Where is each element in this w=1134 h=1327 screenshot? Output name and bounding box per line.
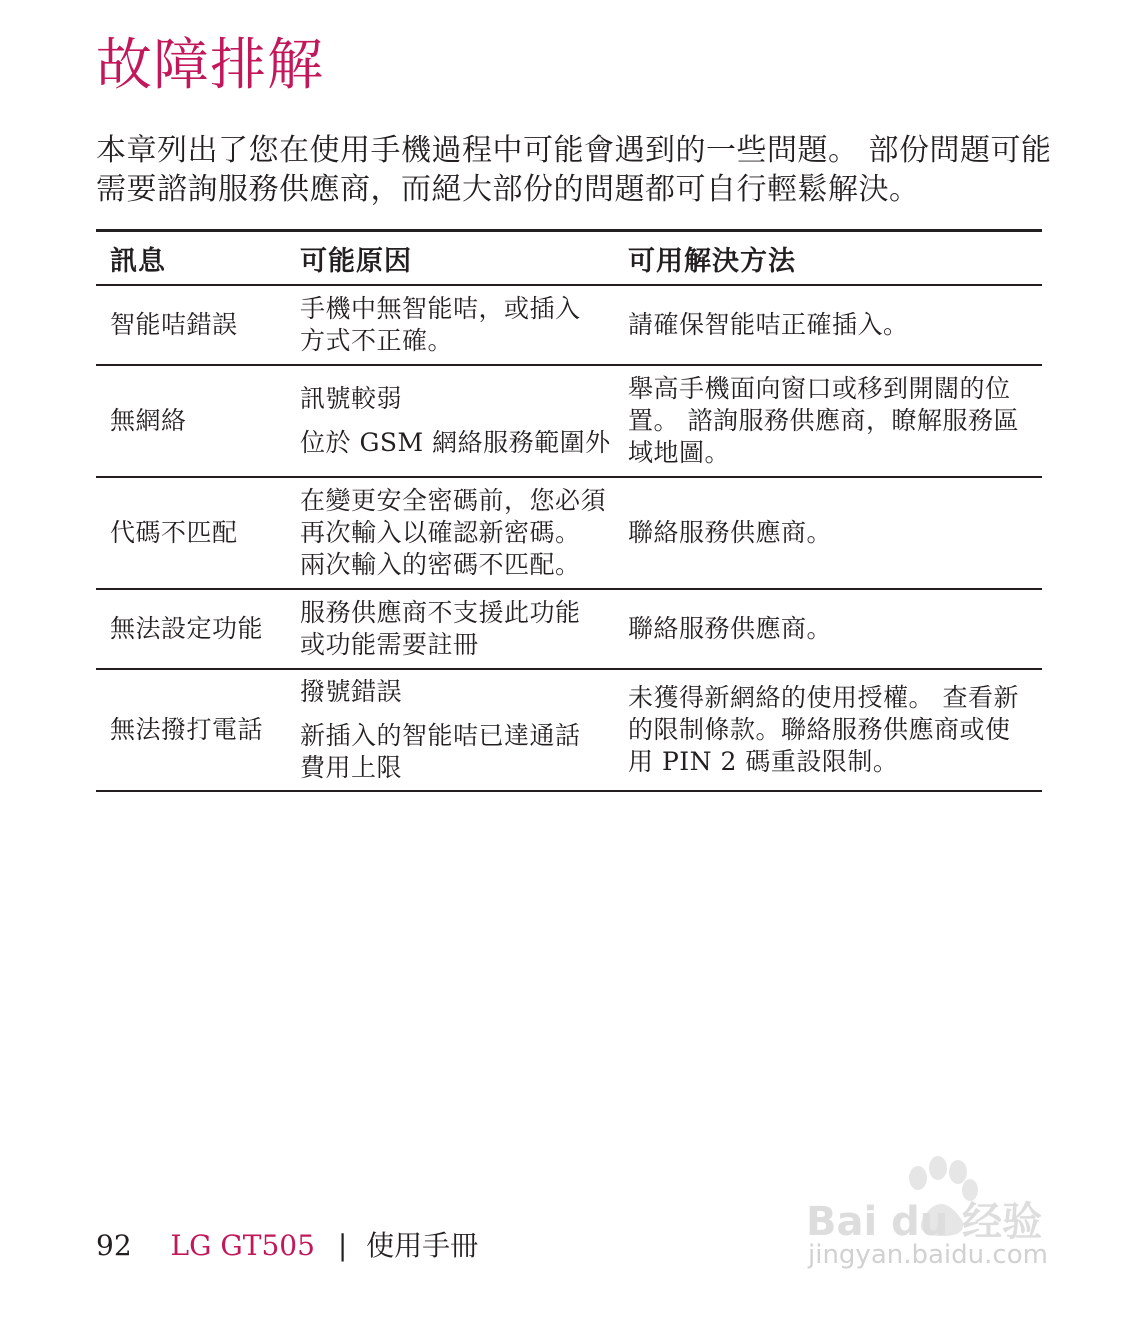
row-solution — [616, 365, 1042, 477]
page-footer — [96, 1226, 478, 1266]
header-possible-cause: 可能原因 — [300, 245, 412, 277]
row-solution — [616, 669, 1042, 791]
table-row — [96, 365, 1042, 477]
table-header-row — [96, 231, 1042, 286]
baidu-watermark — [800, 1150, 1080, 1290]
solution-line: 的限制條款。聯絡服務供應商或使 — [628, 715, 1011, 744]
row-message: 無法設定功能 — [110, 614, 264, 643]
row-solution — [616, 589, 1042, 669]
paragraph-gap — [300, 415, 616, 427]
solution-line: 域地圖。 — [628, 438, 731, 467]
table-row — [96, 285, 1042, 365]
solution-line: 舉高手機面向窗口或移到開闊的位 — [628, 374, 1011, 403]
row-message: 無法撥打電話 — [110, 715, 264, 744]
cause-line: 方式不正確。 — [300, 326, 454, 355]
row-cause — [288, 477, 616, 589]
row-cause — [288, 285, 616, 365]
cause-line: 兩次輸入的密碼不匹配。 — [300, 550, 581, 579]
table-row — [96, 589, 1042, 669]
watermark-brand: Bai du 经验 — [806, 1199, 1043, 1245]
row-cause — [288, 365, 616, 477]
row-solution — [616, 477, 1042, 589]
cause-line: 或功能需要註冊 — [300, 630, 479, 659]
intro-paragraph — [96, 131, 1052, 209]
solution-line: 用 PIN 2 碼重設限制。 — [628, 747, 899, 776]
cause-line: 手機中無智能咭，或插入 — [300, 294, 581, 323]
troubleshooting-table — [96, 229, 1042, 792]
model-name: LG GT505 — [170, 1229, 315, 1262]
solution-line: 聯絡服務供應商。 — [628, 518, 833, 547]
footer-separator: | — [337, 1229, 348, 1262]
solution-line: 未獲得新網絡的使用授權。 查看新 — [628, 683, 1019, 712]
solution-line: 請確保智能咭正確插入。 — [628, 310, 909, 339]
cause-line: 訊號較弱 — [300, 384, 403, 413]
row-message: 代碼不匹配 — [110, 518, 238, 547]
table-row — [96, 669, 1042, 791]
page-number: 92 — [96, 1229, 132, 1262]
intro-line: 本章列出了您在使用手機過程中可能會遇到的一些問題。 部份問題可能 — [96, 133, 1052, 168]
row-cause — [288, 589, 616, 669]
row-solution — [616, 285, 1042, 365]
header-message: 訊息 — [110, 245, 166, 277]
cause-line: 新插入的智能咭已達通話 — [300, 721, 581, 750]
manual-label: 使用手冊 — [366, 1229, 479, 1262]
cause-line: 服務供應商不支援此功能 — [300, 598, 581, 627]
cause-line: 費用上限 — [300, 753, 403, 782]
cause-line: 位於 GSM 網絡服務範圍外 — [300, 428, 611, 457]
cause-line: 在變更安全密碼前，您必須 — [300, 486, 607, 515]
row-cause — [288, 669, 616, 791]
row-message: 無網絡 — [110, 406, 187, 435]
paragraph-gap — [300, 708, 616, 720]
solution-line: 聯絡服務供應商。 — [628, 614, 833, 643]
cause-line: 再次輸入以確認新密碼。 — [300, 518, 581, 547]
solution-line: 置。 諮詢服務供應商，瞭解服務區 — [628, 406, 1019, 435]
cause-line: 撥號錯誤 — [300, 677, 403, 706]
intro-line: 需要諮詢服務供應商，而絕大部份的問題都可自行輕鬆解決。 — [96, 172, 920, 207]
table-row — [96, 477, 1042, 589]
row-message: 智能咭錯誤 — [110, 310, 238, 339]
header-solution: 可用解決方法 — [628, 245, 796, 277]
watermark-url: jingyan.baidu.com — [808, 1240, 1048, 1270]
page-title: 故障排解 — [96, 33, 324, 98]
